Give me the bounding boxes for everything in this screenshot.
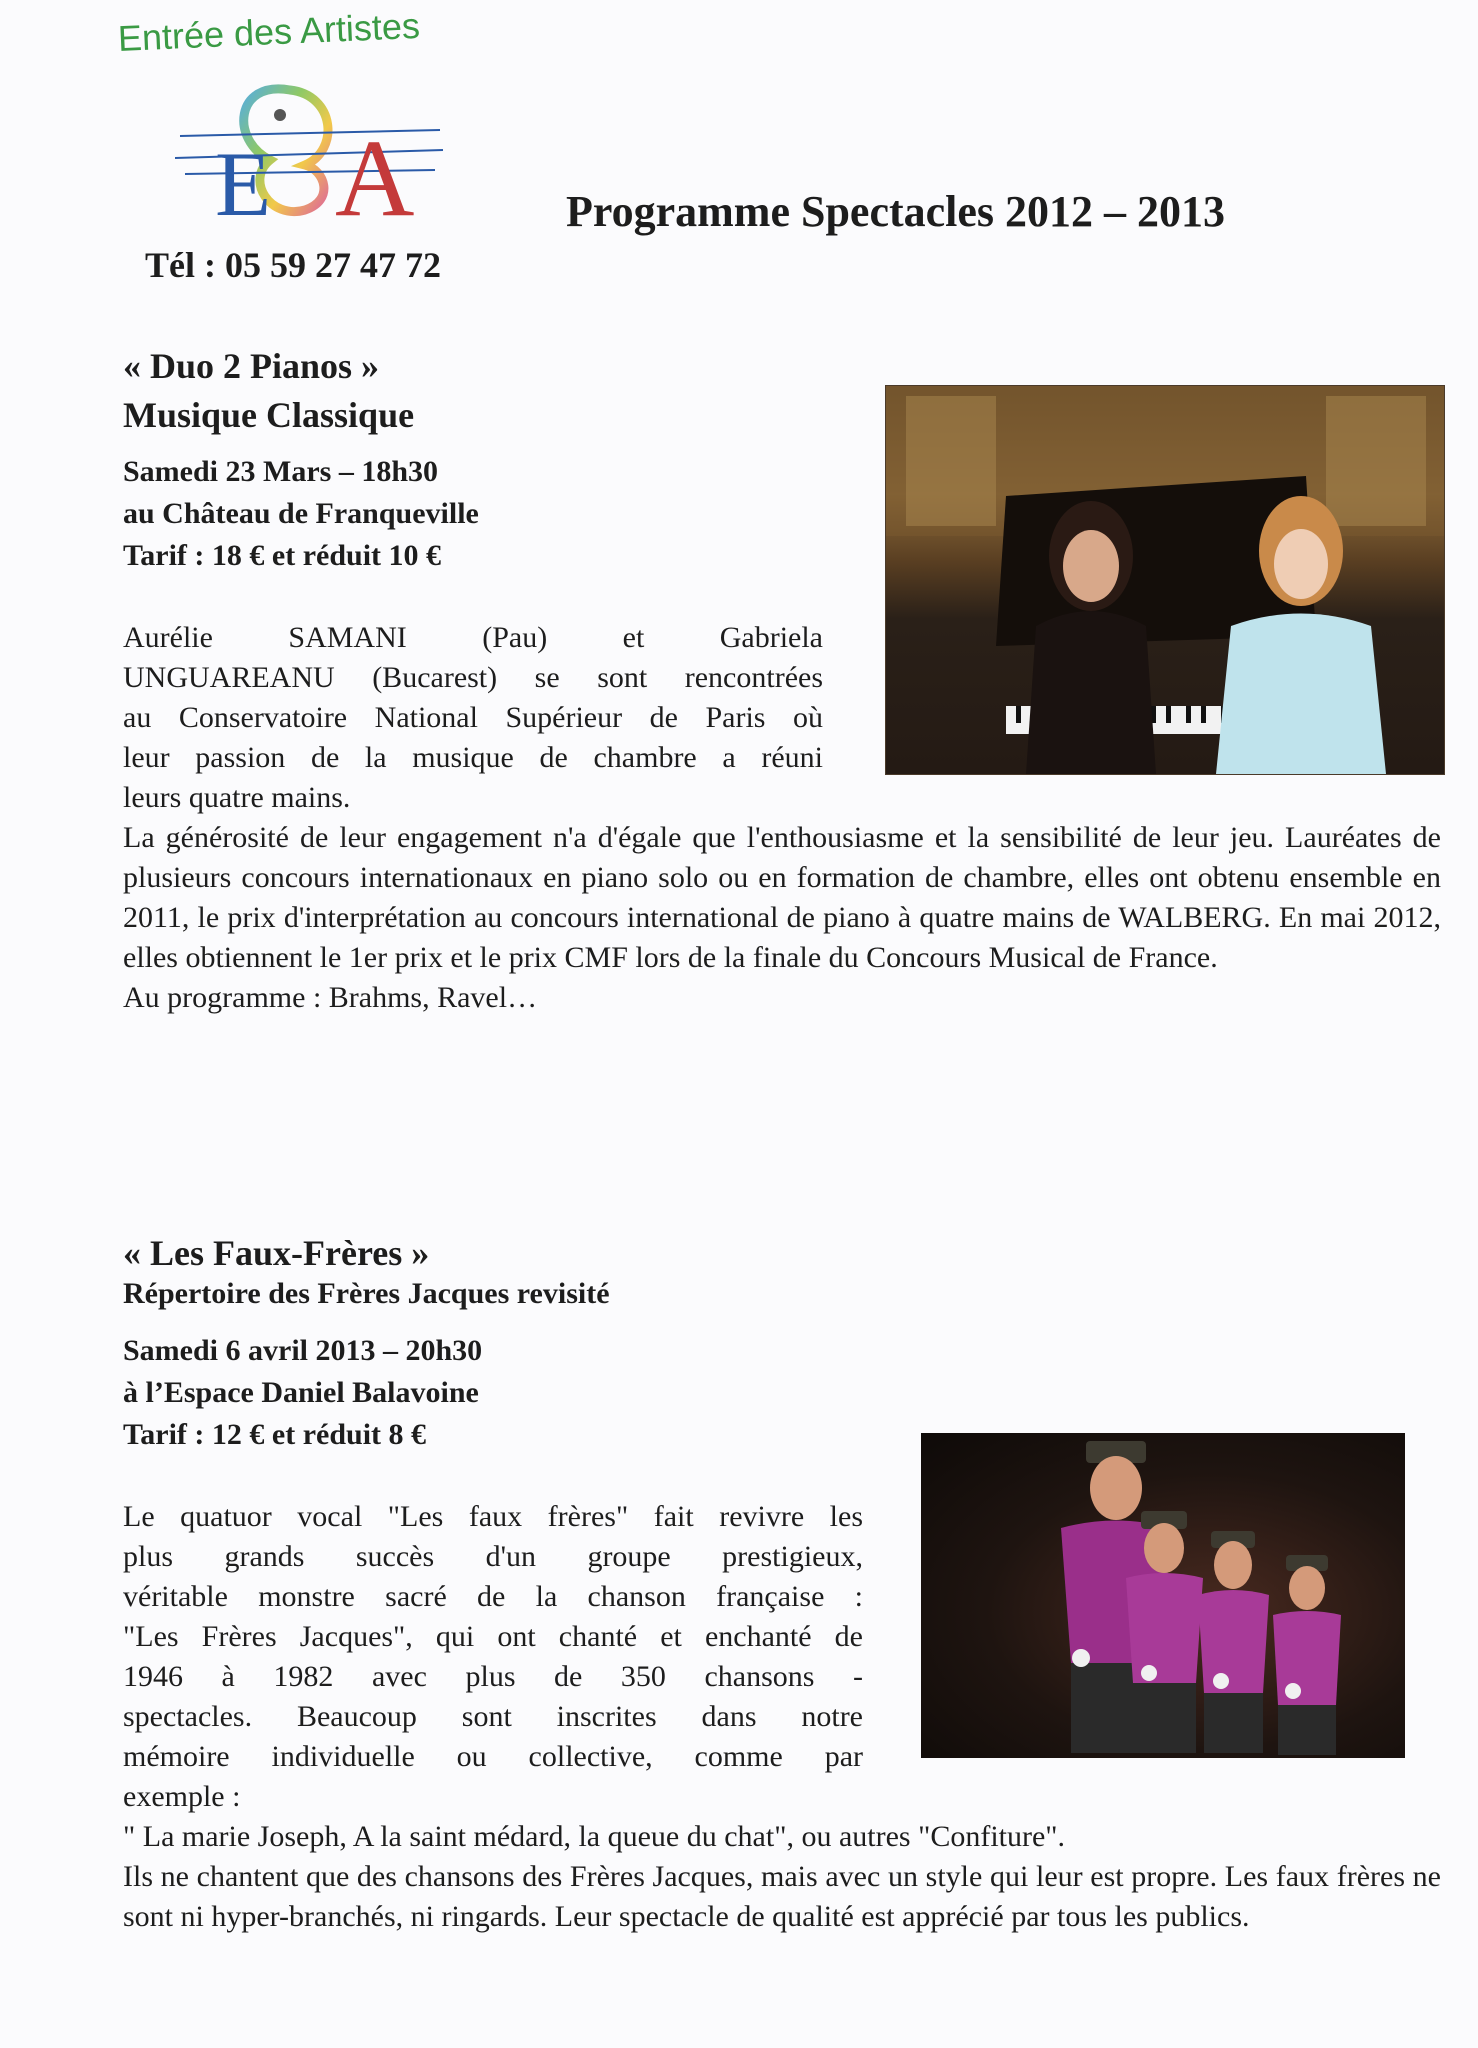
event2-text-line: mémoire individuelle ou collective, comme par (123, 1740, 863, 1773)
event2-paragraph: Ils ne chantent que des chansons des Frères Jacques, mais avec un style qui leur est propre. Les faux frères ne sont ni hyper-branchés, ni ringards. Leur spectacle de qualité est apprécié par tous les publics. (123, 1860, 1441, 1933)
event2-venue: à l’Espace Daniel Balavoine (123, 1376, 479, 1409)
event1-title: « Duo 2 Pianos » (123, 346, 380, 386)
event2-description (123, 1817, 1441, 1937)
event1-photo (885, 385, 1445, 775)
event2-title: « Les Faux-Frères » (123, 1233, 430, 1273)
event1-text-line: Aurélie SAMANI (Pau) et Gabriela (123, 621, 823, 654)
event1-paragraph: La générosité de leur engagement n'a d'égale que l'enthousiasme et la sensibilité de leur jeu. Lauréates de plusieurs concours internationaux en piano solo ou en formation de chambre, elles ont obtenu ensemble en 2011, le prix d'interprétation au concours international de piano à quatre mains de WALBERG. En mai 2012, elles obtiennent le 1er prix et le prix CMF lors de la finale du Concours Musical de France. (123, 821, 1441, 974)
event2-text-line: 1946 à 1982 avec plus de 350 chansons - (123, 1660, 863, 1693)
event1-programme: Au programme : Brahms, Ravel… (123, 981, 538, 1014)
logo-initial-a: A (335, 117, 415, 230)
event2-text-line: spectacles. Beaucoup sont inscrites dans notre (123, 1700, 863, 1733)
phone-number: Tél : 05 59 27 47 72 (145, 245, 441, 285)
event1-venue: au Château de Franqueville (123, 497, 479, 530)
event2-price: Tarif : 12 € et réduit 8 € (123, 1418, 427, 1451)
event1-text-line: au Conservatoire National Supérieur de Paris où (123, 701, 823, 734)
photo-two-pianists-icon (886, 386, 1444, 774)
event2-text-line: Le quatuor vocal "Les faux frères" fait revivre les (123, 1500, 863, 1533)
event1-text-line: UNGUAREANU (Bucarest) se sont rencontrées (123, 661, 823, 694)
event1-date: Samedi 23 Mars – 18h30 (123, 455, 438, 488)
programme-title: Programme Spectacles 2012 – 2013 (566, 187, 1226, 236)
event2-text-line: plus grands succès d'un groupe prestigieux, (123, 1540, 863, 1573)
event2-photo (921, 1433, 1405, 1758)
event2-text-line: "Les Frères Jacques", qui ont chanté et enchanté de (123, 1620, 863, 1653)
event1-genre: Musique Classique (123, 395, 415, 435)
event1-price: Tarif : 18 € et réduit 10 € (123, 539, 442, 572)
logo-initial-e: E (215, 133, 272, 230)
event1-description (123, 818, 1441, 1018)
photo-four-singers-icon (921, 1433, 1405, 1758)
logo-emblem-icon (175, 70, 445, 230)
event2-quote: " La marie Joseph, A la saint médard, la queue du chat", ou autres "Confiture". (123, 1820, 1066, 1853)
event2-intro (123, 1497, 863, 1817)
event2-text-line: véritable monstre sacré de la chanson française : (123, 1580, 863, 1613)
event1-text-line: leurs quatre mains. (123, 781, 351, 814)
event2-genre: Répertoire des Frères Jacques revisité (123, 1277, 610, 1310)
event1-text-line: leur passion de la musique de chambre a réuni (123, 741, 823, 774)
event1-intro (123, 618, 823, 818)
event2-date: Samedi 6 avril 2013 – 20h30 (123, 1334, 483, 1367)
event2-text-line: exemple : (123, 1780, 241, 1813)
logo-tagline: Entrée des Artistes (117, 4, 421, 59)
